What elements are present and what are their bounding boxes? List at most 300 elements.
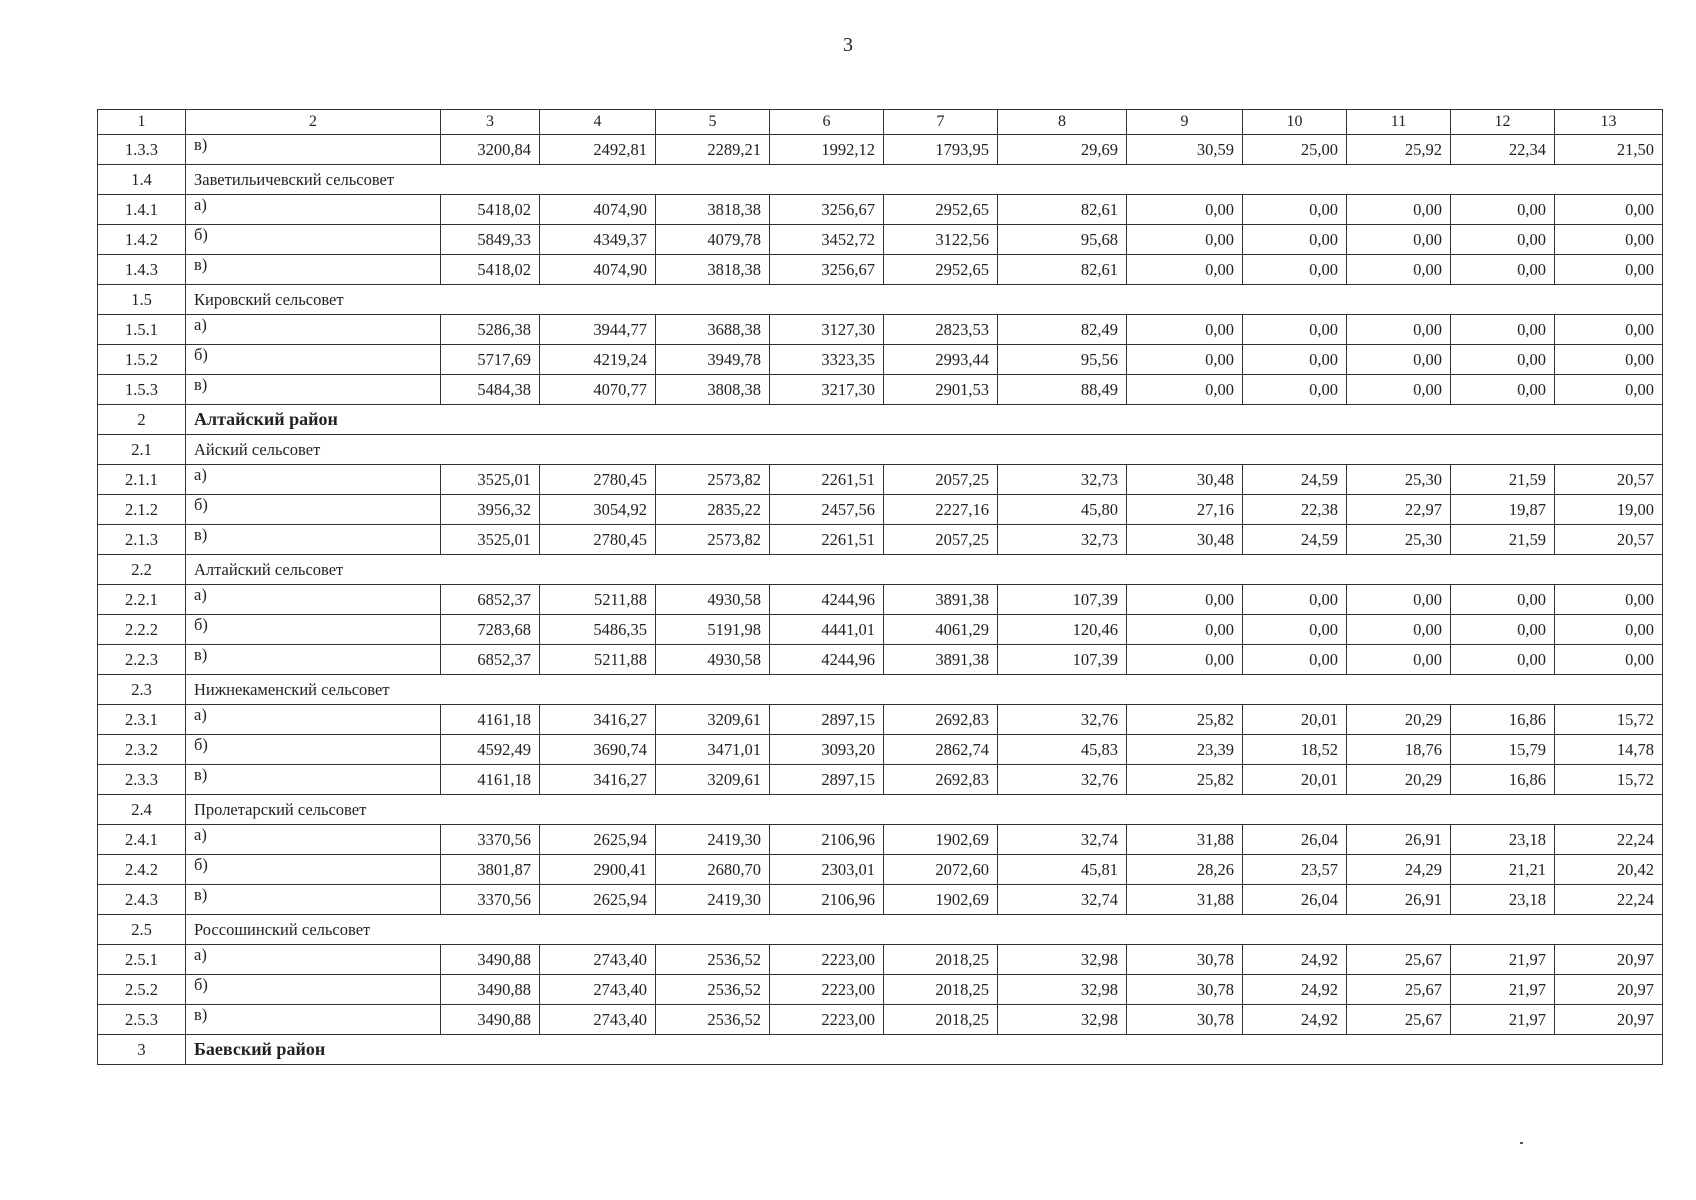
value-cell: 2952,65 [884,255,998,285]
column-number: 9 [1127,110,1243,135]
value-cell: 3944,77 [540,315,656,345]
value-cell: 5418,02 [441,195,540,225]
district-name: Алтайский район [186,405,1663,435]
value-cell: 2823,53 [884,315,998,345]
row-label: а) [186,195,441,225]
value-cell: 5484,38 [441,375,540,405]
value-cell: 20,29 [1347,765,1451,795]
council-row [98,675,1663,705]
value-cell: 82,61 [998,195,1127,225]
value-cell: 21,50 [1555,135,1663,165]
row-label: в) [186,525,441,555]
value-cell: 3688,38 [656,315,770,345]
value-cell: 20,97 [1555,975,1663,1005]
row-code: 2.1.3 [98,525,186,555]
value-cell: 2780,45 [540,525,656,555]
value-cell: 20,57 [1555,525,1663,555]
value-cell: 25,82 [1127,765,1243,795]
value-cell: 88,49 [998,375,1127,405]
value-cell: 2289,21 [656,135,770,165]
value-cell: 4161,18 [441,705,540,735]
value-cell: 0,00 [1451,195,1555,225]
row-label: а) [186,825,441,855]
value-cell: 30,48 [1127,465,1243,495]
row-code: 2.2 [98,555,186,585]
value-cell: 18,76 [1347,735,1451,765]
value-cell: 0,00 [1555,345,1663,375]
value-cell: 2680,70 [656,855,770,885]
value-cell: 3416,27 [540,765,656,795]
value-cell: 18,52 [1243,735,1347,765]
value-cell: 2457,56 [770,495,884,525]
value-cell: 3690,74 [540,735,656,765]
value-cell: 14,78 [1555,735,1663,765]
value-cell: 0,00 [1127,585,1243,615]
council-name: Россошинский сельсовет [186,915,1663,945]
value-cell: 2223,00 [770,945,884,975]
table-row [98,135,1663,165]
value-cell: 0,00 [1347,255,1451,285]
value-cell: 0,00 [1243,225,1347,255]
value-cell: 32,98 [998,945,1127,975]
value-cell: 0,00 [1451,315,1555,345]
value-cell: 16,86 [1451,705,1555,735]
value-cell: 30,59 [1127,135,1243,165]
value-cell: 0,00 [1127,255,1243,285]
row-label: а) [186,585,441,615]
value-cell: 0,00 [1347,615,1451,645]
value-cell: 4061,29 [884,615,998,645]
value-cell: 4244,96 [770,585,884,615]
row-code: 1.5 [98,285,186,315]
value-cell: 20,97 [1555,945,1663,975]
row-label: а) [186,315,441,345]
council-row [98,165,1663,195]
value-cell: 45,80 [998,495,1127,525]
value-cell: 26,91 [1347,825,1451,855]
value-cell: 0,00 [1347,345,1451,375]
value-cell: 107,39 [998,585,1127,615]
value-cell: 5717,69 [441,345,540,375]
page-number: 3 [843,34,853,56]
value-cell: 0,00 [1127,615,1243,645]
value-cell: 3370,56 [441,885,540,915]
row-code: 2.5.1 [98,945,186,975]
value-cell: 2743,40 [540,1005,656,1035]
value-cell: 2223,00 [770,975,884,1005]
value-cell: 23,18 [1451,825,1555,855]
row-label: а) [186,945,441,975]
value-cell: 21,59 [1451,525,1555,555]
value-cell: 5286,38 [441,315,540,345]
table-row [98,975,1663,1005]
column-number: 7 [884,110,998,135]
row-code: 2.3.3 [98,765,186,795]
value-cell: 0,00 [1347,585,1451,615]
value-cell: 0,00 [1451,375,1555,405]
row-code: 1.5.3 [98,375,186,405]
row-code: 2.3 [98,675,186,705]
value-cell: 25,30 [1347,525,1451,555]
scan-speck [1520,1142,1523,1144]
value-cell: 0,00 [1347,195,1451,225]
value-cell: 0,00 [1127,645,1243,675]
value-cell: 0,00 [1127,315,1243,345]
value-cell: 2952,65 [884,195,998,225]
value-cell: 25,30 [1347,465,1451,495]
column-number-header-row [98,110,1663,135]
value-cell: 5211,88 [540,585,656,615]
table-row [98,375,1663,405]
value-cell: 0,00 [1451,645,1555,675]
value-cell: 30,78 [1127,975,1243,1005]
table-row [98,225,1663,255]
council-name: Алтайский сельсовет [186,555,1663,585]
value-cell: 2227,16 [884,495,998,525]
value-cell: 3370,56 [441,825,540,855]
value-cell: 20,42 [1555,855,1663,885]
value-cell: 26,04 [1243,885,1347,915]
value-cell: 0,00 [1243,615,1347,645]
value-cell: 20,97 [1555,1005,1663,1035]
table-row [98,315,1663,345]
value-cell: 0,00 [1243,315,1347,345]
value-cell: 24,29 [1347,855,1451,885]
council-row [98,555,1663,585]
value-cell: 3949,78 [656,345,770,375]
row-code: 1.4 [98,165,186,195]
value-cell: 0,00 [1127,375,1243,405]
row-code: 2.2.3 [98,645,186,675]
table-row [98,735,1663,765]
value-cell: 5849,33 [441,225,540,255]
row-code: 2.4.3 [98,885,186,915]
value-cell: 0,00 [1555,195,1663,225]
council-name: Кировский сельсовет [186,285,1663,315]
column-number: 1 [98,110,186,135]
value-cell: 32,76 [998,765,1127,795]
council-name: Пролетарский сельсовет [186,795,1663,825]
value-cell: 0,00 [1243,645,1347,675]
value-cell: 21,97 [1451,945,1555,975]
row-code: 2.2.2 [98,615,186,645]
value-cell: 25,92 [1347,135,1451,165]
value-cell: 21,21 [1451,855,1555,885]
value-cell: 2862,74 [884,735,998,765]
column-number: 2 [186,110,441,135]
value-cell: 0,00 [1243,375,1347,405]
column-number: 5 [656,110,770,135]
council-row [98,285,1663,315]
value-cell: 3490,88 [441,975,540,1005]
value-cell: 95,68 [998,225,1127,255]
value-cell: 21,59 [1451,465,1555,495]
value-cell: 0,00 [1555,375,1663,405]
row-label: б) [186,975,441,1005]
value-cell: 28,26 [1127,855,1243,885]
value-cell: 2018,25 [884,945,998,975]
value-cell: 0,00 [1243,195,1347,225]
value-cell: 0,00 [1243,345,1347,375]
value-cell: 5486,35 [540,615,656,645]
value-cell: 30,78 [1127,945,1243,975]
value-cell: 0,00 [1127,195,1243,225]
value-cell: 32,74 [998,885,1127,915]
column-number: 8 [998,110,1127,135]
value-cell: 2897,15 [770,705,884,735]
table-row [98,1005,1663,1035]
value-cell: 2692,83 [884,765,998,795]
value-cell: 4079,78 [656,225,770,255]
value-cell: 20,01 [1243,705,1347,735]
value-cell: 3093,20 [770,735,884,765]
value-cell: 2625,94 [540,885,656,915]
value-cell: 24,92 [1243,975,1347,1005]
value-cell: 2261,51 [770,465,884,495]
value-cell: 29,69 [998,135,1127,165]
value-cell: 20,57 [1555,465,1663,495]
value-cell: 3891,38 [884,585,998,615]
value-cell: 0,00 [1451,255,1555,285]
value-cell: 3452,72 [770,225,884,255]
value-cell: 3217,30 [770,375,884,405]
value-cell: 2743,40 [540,975,656,1005]
column-number: 4 [540,110,656,135]
value-cell: 2900,41 [540,855,656,885]
value-cell: 24,92 [1243,945,1347,975]
value-cell: 2492,81 [540,135,656,165]
value-cell: 27,16 [1127,495,1243,525]
value-cell: 0,00 [1347,315,1451,345]
value-cell: 3490,88 [441,945,540,975]
value-cell: 2993,44 [884,345,998,375]
value-cell: 1902,69 [884,885,998,915]
value-cell: 0,00 [1555,615,1663,645]
column-number: 10 [1243,110,1347,135]
value-cell: 2835,22 [656,495,770,525]
value-cell: 2106,96 [770,825,884,855]
row-code: 3 [98,1035,186,1065]
value-cell: 0,00 [1127,345,1243,375]
value-cell: 2536,52 [656,1005,770,1035]
value-cell: 2419,30 [656,825,770,855]
table-row [98,345,1663,375]
value-cell: 15,79 [1451,735,1555,765]
value-cell: 3323,35 [770,345,884,375]
value-cell: 2536,52 [656,975,770,1005]
value-cell: 31,88 [1127,825,1243,855]
tariff-table [97,109,1663,1065]
value-cell: 0,00 [1555,585,1663,615]
value-cell: 26,91 [1347,885,1451,915]
council-name: Заветильичевский сельсовет [186,165,1663,195]
column-number: 13 [1555,110,1663,135]
district-row [98,1035,1663,1065]
value-cell: 2018,25 [884,1005,998,1035]
table-row [98,615,1663,645]
value-cell: 3956,32 [441,495,540,525]
value-cell: 4074,90 [540,255,656,285]
value-cell: 4074,90 [540,195,656,225]
value-cell: 25,67 [1347,1005,1451,1035]
row-label: б) [186,495,441,525]
value-cell: 0,00 [1243,255,1347,285]
value-cell: 3818,38 [656,195,770,225]
value-cell: 19,00 [1555,495,1663,525]
value-cell: 6852,37 [441,645,540,675]
value-cell: 3122,56 [884,225,998,255]
value-cell: 24,92 [1243,1005,1347,1035]
row-code: 1.5.2 [98,345,186,375]
row-code: 2.5.2 [98,975,186,1005]
value-cell: 24,59 [1243,465,1347,495]
value-cell: 32,76 [998,705,1127,735]
value-cell: 82,49 [998,315,1127,345]
table-row [98,255,1663,285]
column-number: 3 [441,110,540,135]
value-cell: 0,00 [1451,225,1555,255]
row-label: в) [186,1005,441,1035]
value-cell: 0,00 [1347,225,1451,255]
value-cell: 22,38 [1243,495,1347,525]
row-label: б) [186,855,441,885]
value-cell: 2072,60 [884,855,998,885]
value-cell: 0,00 [1451,615,1555,645]
value-cell: 3525,01 [441,465,540,495]
row-label: а) [186,705,441,735]
value-cell: 3200,84 [441,135,540,165]
table-row [98,945,1663,975]
value-cell: 4930,58 [656,645,770,675]
row-code: 1.4.3 [98,255,186,285]
value-cell: 21,97 [1451,1005,1555,1035]
value-cell: 2743,40 [540,945,656,975]
value-cell: 4441,01 [770,615,884,645]
column-number: 11 [1347,110,1451,135]
value-cell: 0,00 [1347,645,1451,675]
value-cell: 3209,61 [656,705,770,735]
row-code: 1.4.2 [98,225,186,255]
value-cell: 4244,96 [770,645,884,675]
row-code: 2.1.1 [98,465,186,495]
value-cell: 22,24 [1555,825,1663,855]
row-code: 2.5.3 [98,1005,186,1035]
row-code: 2.1.2 [98,495,186,525]
value-cell: 2057,25 [884,525,998,555]
value-cell: 3256,67 [770,195,884,225]
value-cell: 21,97 [1451,975,1555,1005]
value-cell: 2573,82 [656,465,770,495]
row-code: 2.5 [98,915,186,945]
value-cell: 0,00 [1127,225,1243,255]
value-cell: 20,01 [1243,765,1347,795]
value-cell: 25,67 [1347,975,1451,1005]
value-cell: 30,48 [1127,525,1243,555]
value-cell: 22,34 [1451,135,1555,165]
value-cell: 4592,49 [441,735,540,765]
value-cell: 25,67 [1347,945,1451,975]
value-cell: 4349,37 [540,225,656,255]
row-label: в) [186,255,441,285]
value-cell: 2106,96 [770,885,884,915]
value-cell: 1992,12 [770,135,884,165]
table-row [98,195,1663,225]
row-label: в) [186,375,441,405]
value-cell: 0,00 [1243,585,1347,615]
value-cell: 15,72 [1555,765,1663,795]
value-cell: 31,88 [1127,885,1243,915]
table-row [98,525,1663,555]
value-cell: 15,72 [1555,705,1663,735]
value-cell: 4219,24 [540,345,656,375]
council-row [98,435,1663,465]
value-cell: 32,98 [998,975,1127,1005]
row-code: 2.1 [98,435,186,465]
row-label: в) [186,765,441,795]
value-cell: 2261,51 [770,525,884,555]
row-label: б) [186,735,441,765]
table-row [98,645,1663,675]
row-label: в) [186,885,441,915]
value-cell: 22,24 [1555,885,1663,915]
value-cell: 0,00 [1555,315,1663,345]
value-cell: 3209,61 [656,765,770,795]
value-cell: 7283,68 [441,615,540,645]
value-cell: 3525,01 [441,525,540,555]
value-cell: 5418,02 [441,255,540,285]
row-label: а) [186,465,441,495]
value-cell: 32,74 [998,825,1127,855]
row-code: 2.2.1 [98,585,186,615]
value-cell: 3054,92 [540,495,656,525]
value-cell: 82,61 [998,255,1127,285]
row-label: в) [186,645,441,675]
column-number: 6 [770,110,884,135]
value-cell: 3801,87 [441,855,540,885]
table-row [98,825,1663,855]
district-name: Баевский район [186,1035,1663,1065]
value-cell: 0,00 [1347,375,1451,405]
value-cell: 23,57 [1243,855,1347,885]
table-row [98,585,1663,615]
value-cell: 2018,25 [884,975,998,1005]
value-cell: 120,46 [998,615,1127,645]
value-cell: 2901,53 [884,375,998,405]
council-name: Нижнекаменский сельсовет [186,675,1663,705]
value-cell: 2692,83 [884,705,998,735]
value-cell: 3416,27 [540,705,656,735]
table-row [98,765,1663,795]
value-cell: 22,97 [1347,495,1451,525]
value-cell: 25,00 [1243,135,1347,165]
row-label: в) [186,135,441,165]
table-row [98,495,1663,525]
value-cell: 2057,25 [884,465,998,495]
row-code: 2.3.2 [98,735,186,765]
value-cell: 3808,38 [656,375,770,405]
value-cell: 6852,37 [441,585,540,615]
value-cell: 3471,01 [656,735,770,765]
value-cell: 2897,15 [770,765,884,795]
council-row [98,915,1663,945]
value-cell: 0,00 [1451,585,1555,615]
value-cell: 107,39 [998,645,1127,675]
value-cell: 2573,82 [656,525,770,555]
value-cell: 2536,52 [656,945,770,975]
row-code: 2.4 [98,795,186,825]
value-cell: 19,87 [1451,495,1555,525]
value-cell: 3490,88 [441,1005,540,1035]
